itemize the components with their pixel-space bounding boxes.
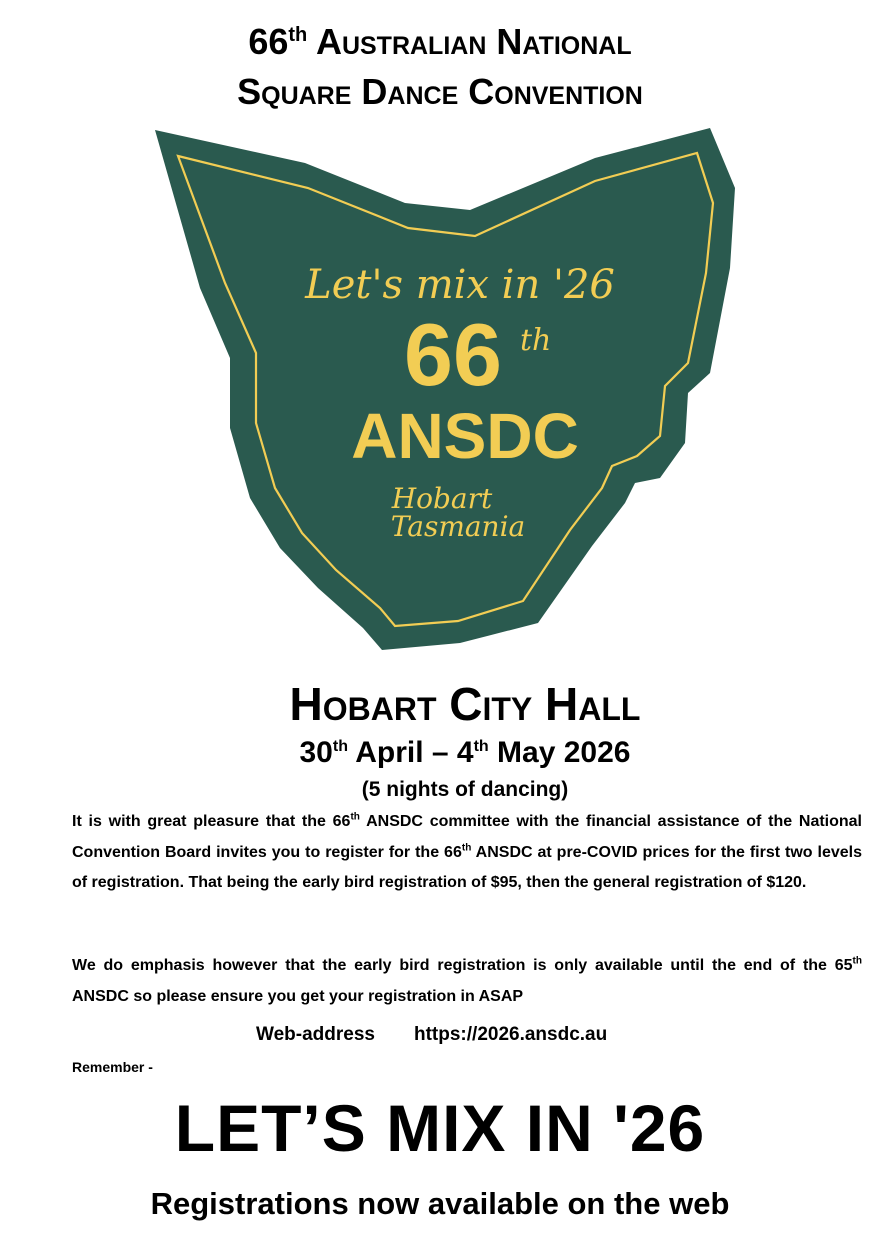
web-address-label: Web-address (256, 1024, 375, 1045)
title-number: 66 (248, 21, 289, 62)
title-line-1 (0, 22, 880, 62)
intro-text-c: ANSDC at pre-COVID prices for the first two levels of registration. That being the early bird registration of $95, then the general registration of $120. (72, 843, 862, 891)
title-number-suffix: th (288, 24, 308, 46)
registrations-note: Registrations now available on the web (150, 1186, 730, 1221)
nights-note: (5 nights of dancing) (361, 778, 569, 801)
dates-start-suffix: th (332, 738, 348, 755)
remember-label: Remember - (72, 1059, 153, 1075)
logo-number-suffix: th (520, 323, 552, 358)
logo-state: Tasmania (390, 510, 526, 543)
early-bird-text-b: ANSDC so please ensure you get your registration in ASAP (72, 987, 524, 1005)
logo-number: 66 (404, 305, 502, 404)
slogan: LET’S MIX IN '26 (174, 1091, 706, 1165)
title-line-1-text: Australian National (315, 21, 632, 62)
intro-sup-a: th (350, 811, 360, 823)
web-address-row (256, 1022, 607, 1048)
dates-end-suffix: th (473, 738, 489, 755)
early-bird-paragraph (72, 951, 862, 1012)
web-address-link[interactable]: https://2026.ansdc.au (414, 1024, 608, 1045)
dates-start-day: 30 (299, 736, 333, 769)
early-bird-text-a: We do emphasis however that the early bird registration is only available until the end of the 65 (72, 957, 853, 974)
logo-script-line: Let's mix in '26 (305, 262, 615, 308)
dates-end: May 2026 (497, 736, 631, 769)
logo-acronym: ANSDC (351, 400, 579, 472)
intro-paragraph (72, 807, 862, 899)
dates-start-month: April – 4 (355, 736, 474, 769)
intro-text-b: ANSDC committee with the financial assistance of the National Convention Board invites you to register for the 66 (72, 813, 862, 861)
intro-sup-b: th (461, 842, 472, 854)
event-dates (0, 735, 880, 771)
logo-city: Hobart (391, 482, 493, 515)
intro-text-a: It is with great pleasure that the 66 (72, 813, 351, 830)
tasmania-logo (140, 118, 745, 660)
early-bird-sup: th (852, 955, 862, 967)
venue-title: Hobart City Hall (289, 678, 641, 730)
title-line-2: Square Dance Convention (237, 71, 643, 112)
